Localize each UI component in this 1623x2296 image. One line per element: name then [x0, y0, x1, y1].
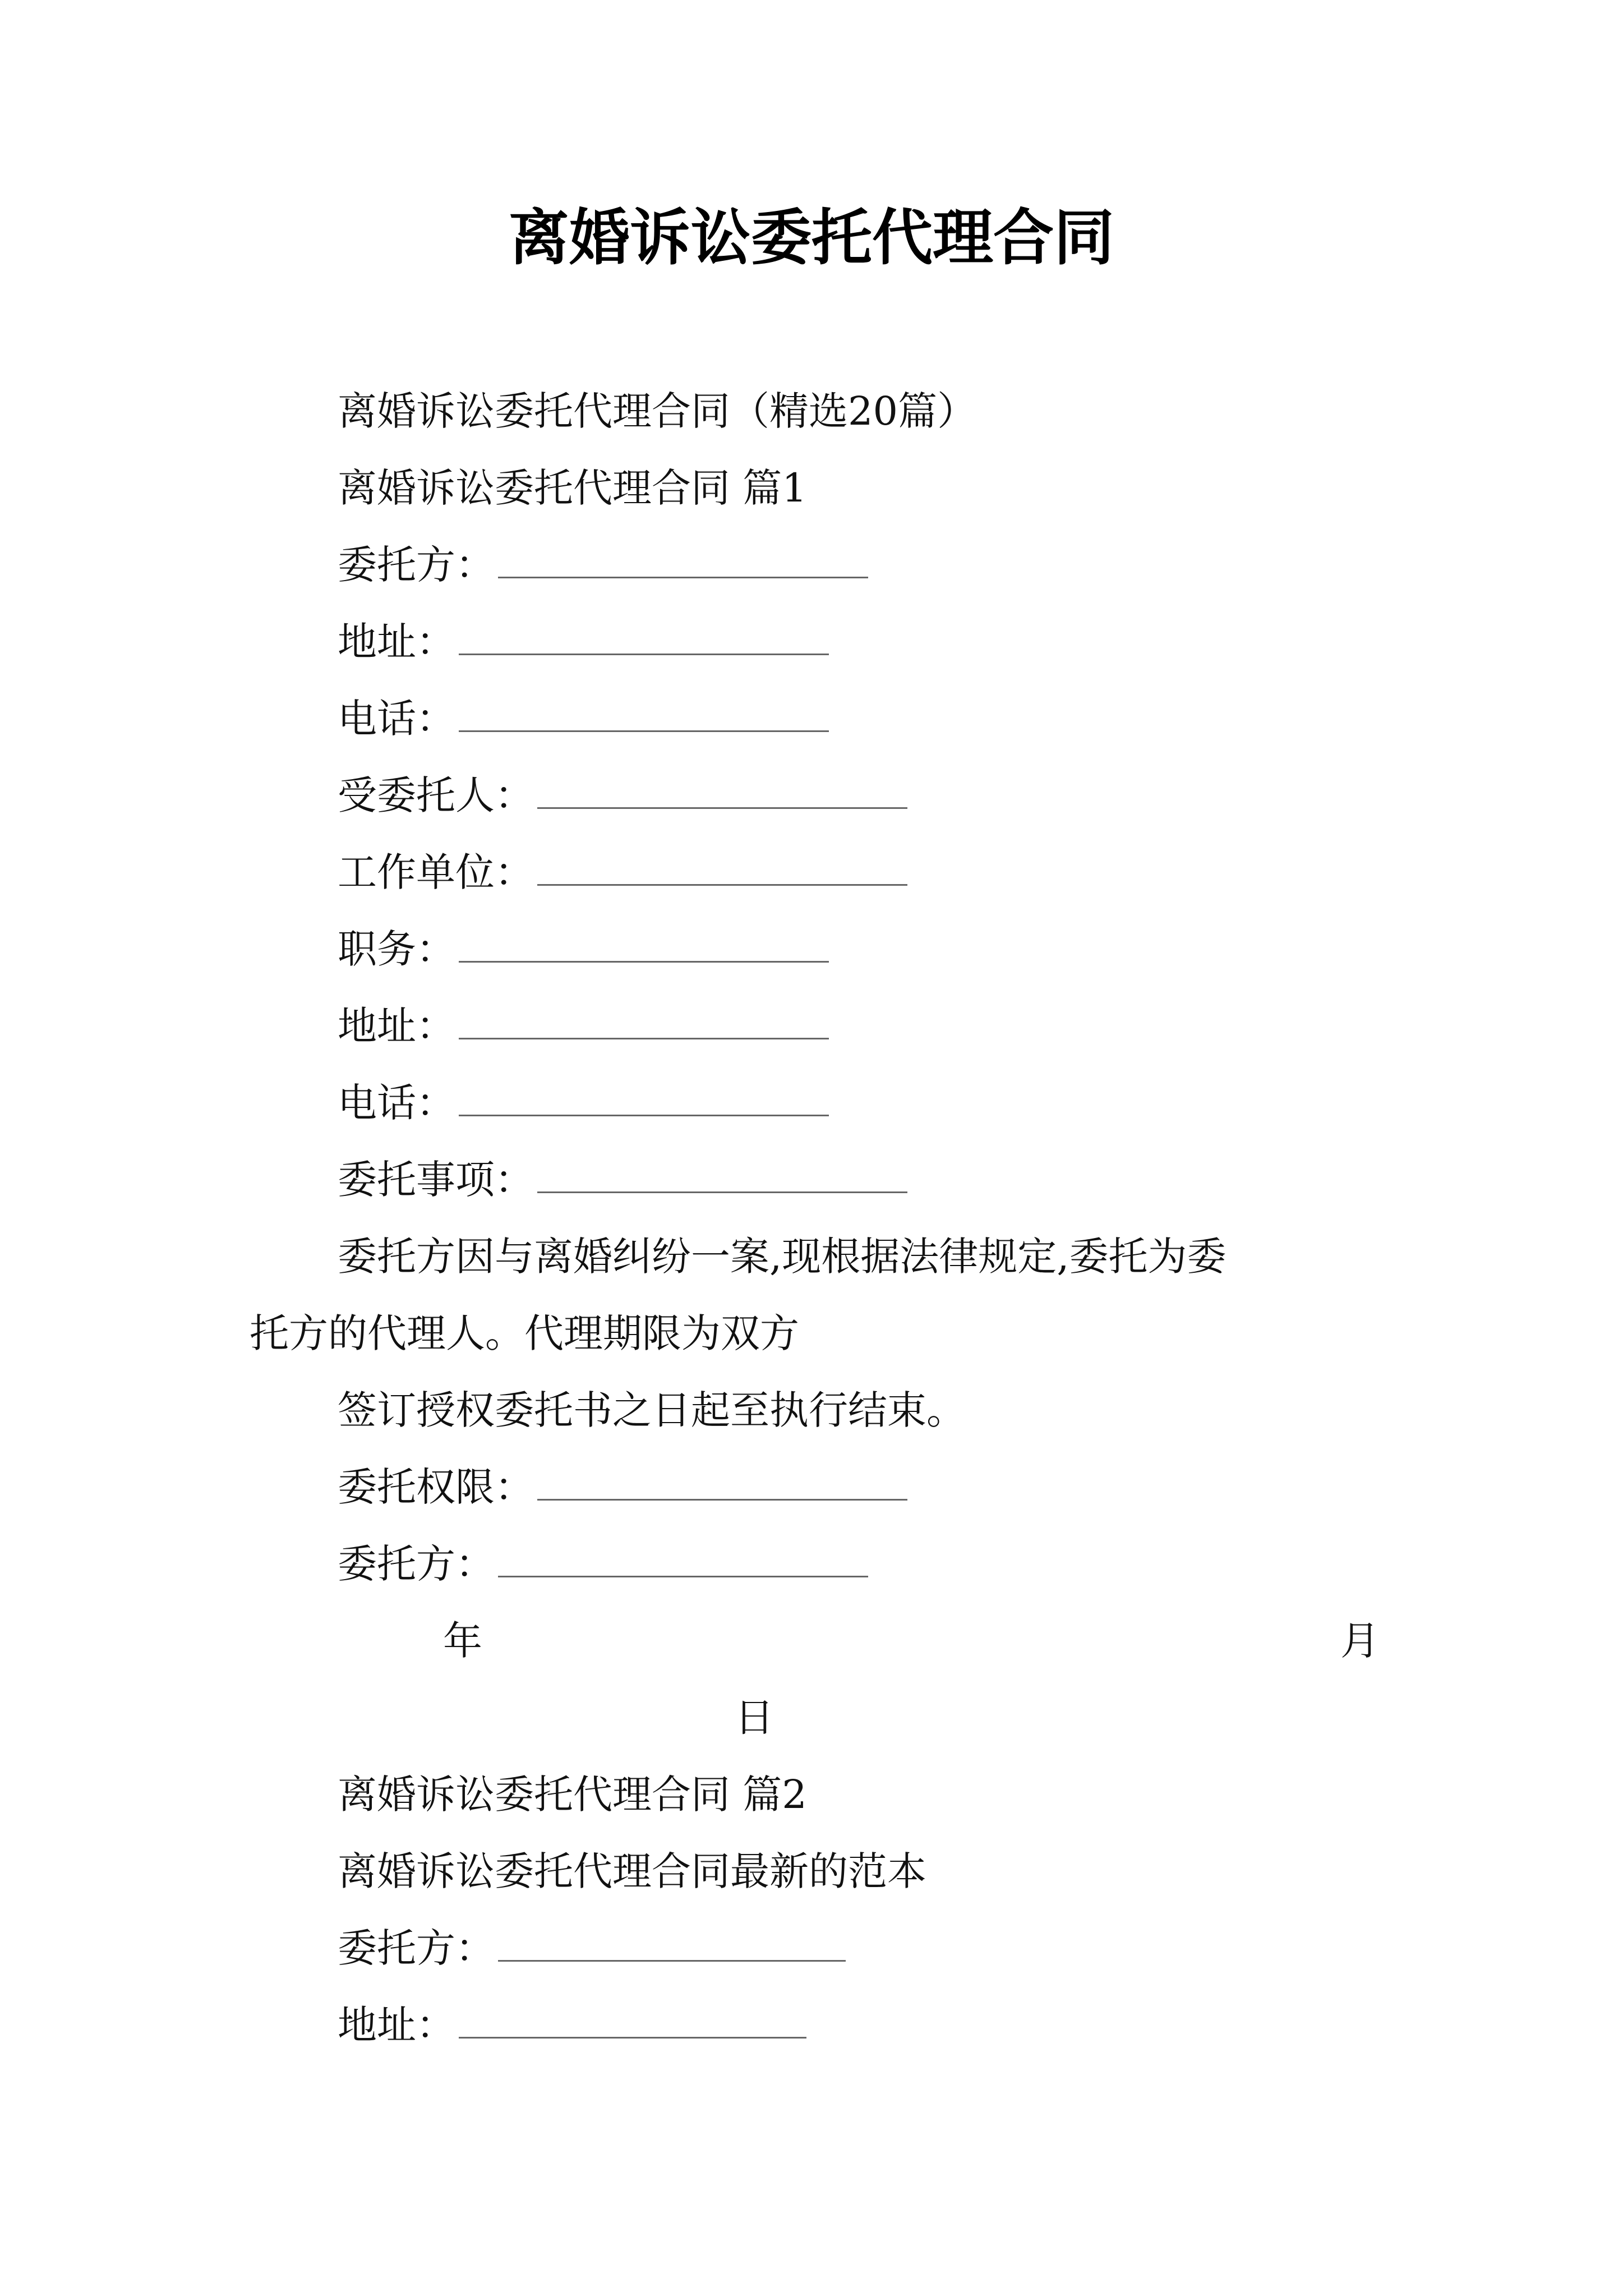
paragraph-line-2: 托方的代理人。代理期限为双方: [250, 1310, 799, 1356]
agent-field: [338, 767, 907, 823]
workplace-blank: [537, 849, 907, 886]
phone2-label: 电话：: [338, 1080, 455, 1126]
authority-blank: [537, 1464, 907, 1501]
section2-client-blank: [498, 1925, 846, 1962]
client-blank: [498, 542, 868, 578]
client-field: [338, 537, 868, 593]
section2-address-field: [338, 1997, 806, 2053]
client-sign-label: 委托方：: [338, 1541, 495, 1587]
address2-blank: [459, 1003, 829, 1039]
document-subtitle: 离婚诉讼委托代理合同（精选20篇）: [338, 388, 977, 434]
position-label: 职务：: [338, 926, 455, 972]
section2-address-label: 地址：: [338, 2002, 455, 2048]
workplace-label: 工作单位：: [338, 849, 534, 895]
agent-blank: [537, 772, 907, 809]
address1-field: [338, 614, 829, 670]
address1-blank: [459, 619, 829, 655]
phone2-blank: [459, 1080, 829, 1116]
phone1-field: [338, 691, 829, 747]
section2-address-blank: [459, 2002, 806, 2039]
date-month: 月: [1340, 1618, 1380, 1664]
date-day: 日: [735, 1695, 774, 1741]
agent-label: 受委托人：: [338, 772, 534, 818]
client-sign-field: [338, 1536, 868, 1592]
section1-heading: 离婚诉讼委托代理合同 篇1: [338, 465, 807, 511]
client-label: 委托方：: [338, 542, 495, 588]
workplace-field: [338, 844, 907, 900]
address2-label: 地址：: [338, 1003, 455, 1049]
address1-label: 地址：: [338, 619, 455, 665]
section2-heading: 离婚诉讼委托代理合同 篇2: [338, 1772, 807, 1818]
date-year: 年: [443, 1618, 482, 1664]
section2-client-field: [338, 1920, 846, 1976]
matter-field: [338, 1152, 907, 1208]
authority-label: 委托权限：: [338, 1464, 534, 1510]
phone1-blank: [459, 696, 829, 732]
matter-label: 委托事项：: [338, 1157, 534, 1203]
position-field: [338, 921, 829, 977]
paragraph-line-1: 委托方因与离婚纠纷一案,现根据法律规定,委托为委: [338, 1234, 1227, 1280]
phone1-label: 电话：: [338, 696, 455, 742]
client-sign-blank: [498, 1541, 868, 1577]
address2-field: [338, 998, 829, 1054]
section2-subheading: 离婚诉讼委托代理合同最新的范本: [338, 1848, 926, 1894]
matter-blank: [537, 1157, 907, 1193]
paragraph-line-3: 签订授权委托书之日起至执行结束。: [338, 1387, 966, 1433]
position-blank: [459, 926, 829, 963]
phone2-field: [338, 1075, 829, 1131]
document-title: 离婚诉讼委托代理合同: [508, 203, 1114, 273]
section2-client-label: 委托方：: [338, 1925, 495, 1971]
authority-field: [338, 1459, 907, 1515]
